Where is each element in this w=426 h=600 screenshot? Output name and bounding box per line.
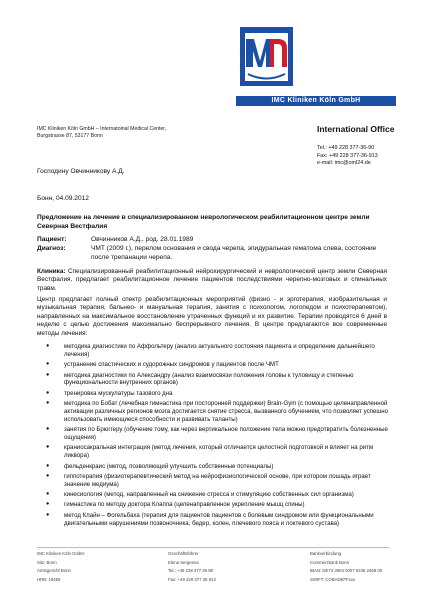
list-item: ● устранение спастических и судорожных синдромов у пациентов после ЧМТ xyxy=(46,361,389,369)
center-paragraph: Центр предлагает полный спектр реабилитационных мероприятий (физио - и эрготерапия, изобразительная и музыкальная терапия, бальнео- и мануальная терапия, занятия с психологом, логопедом и психотерапевтом), направленных на максимальное восстановление утраченных функций и их развитие. Терапии проводятся 6 дней в неделю с целью достижения максимально беспрерывного лечения. В центре предлагаются все современные методы лечения: xyxy=(37,296,387,337)
sender-line-2: Burgstrasse 87, 53177 Bonn xyxy=(37,133,103,139)
footer-line: Geschäftsführer xyxy=(168,551,199,556)
footer-line: SWIFT: COBADEFFxxx xyxy=(310,576,356,582)
footer-line: HRB: 19459 xyxy=(37,576,61,582)
footer-bank xyxy=(310,550,382,584)
brand-bar xyxy=(236,96,396,106)
clinic-text: Специализированный реабилитационный нейрохирургический и неврологический центр земли Северная Вестфалия, предлагает реабилитационное лечение пациентов последствиями черепно-мозговых и спинальных травм. xyxy=(37,268,387,292)
brand-bar-text: IMC Kliniken Köln GmbH xyxy=(271,97,361,104)
footer-line: IBAN: DE74 3804 0007 0245 2468 00 xyxy=(310,568,383,574)
clinic-paragraph xyxy=(37,268,387,293)
office-contact xyxy=(317,145,378,168)
greeting: Господину Овчинникову А.Д. xyxy=(37,168,125,175)
footer-line: Bankverbindung xyxy=(310,551,342,556)
list-item: ● гимнастика по методу доктора Клаппа (целенаправленное укрепление мышц спины) xyxy=(46,501,389,509)
letter-subject: Предложение на лечение в специализированном неврологическом реабилитационном центре земли Северная Вестфалия xyxy=(37,214,370,230)
list-item: ● краниосакральная интеграция (метод лечения, который отличается целостной подготовкой и влияет на ритм ликвора) xyxy=(46,444,389,460)
footer-line: Fax: +49 228 377 36 913 xyxy=(168,576,216,582)
letter-date: Бонн, 04.09.2012 xyxy=(37,195,89,202)
footer-divider xyxy=(37,547,389,548)
list-item: ● занятия по Брюггеру (обучение тому, как через вертикальное положение тела можно предотвратить болезненные ощущения) xyxy=(46,426,389,442)
footer-company xyxy=(37,550,85,584)
patient-value: Овчинников А.Д., род. 28.01.1989 xyxy=(91,236,194,243)
list-item: ● фельденкраис (метод, позволяющий улучшить собственные потенциалы) xyxy=(46,463,389,471)
list-item: ● кинесиология (метод, направленный на снижение стресса и стимуляцию собственных сил организма) xyxy=(46,491,389,499)
list-item: ● методика диагностики по Аффольтеру (анализ актуального состояния пациента и определение дальнейшего лечения) xyxy=(46,343,389,359)
footer-line: Tel.: +49 228 377 36 90 xyxy=(168,568,214,574)
footer-management xyxy=(168,550,216,584)
patient-block xyxy=(37,235,397,265)
sender-address xyxy=(37,126,166,140)
list-item: ● методика по Бобат (лечебная гимнастика при посторонней поддержки) Brain-Gym (с помощью целенаправленной активации различных регионов мозга достигается снятие стресса, вызванного обучением, что позволяет успешно использовать имеющиеся способности и развивать таланты) xyxy=(46,400,389,423)
imc-heart-logo-icon xyxy=(240,27,293,86)
office-fax: Fax: +49 228 377-36-913 xyxy=(317,152,378,159)
office-tel: Tel.: +49 228 377-36-90 xyxy=(317,145,375,151)
methods-list xyxy=(46,343,389,530)
sender-line-1: IMC Kliniken Köln GmbH – Internatoinal Medical Center, xyxy=(37,126,167,132)
list-item: ● тренировка мускулатуры тазового дна xyxy=(46,390,389,398)
footer-line: Commerzbank Bonn xyxy=(310,559,350,565)
office-title: International Office xyxy=(317,124,395,134)
diagnosis-value: ЧМТ (2009 г.), перелом основания и свода черепа, эпидуральная гематома слева, состояние после трепанации черепа. xyxy=(91,245,377,261)
patient-label: Пациент: xyxy=(37,236,67,243)
list-item: ● методика диагностики по Александру (анализ взаимосвязи положения головы к туловищу и степенью функциональности внутренних органов) xyxy=(46,372,389,388)
list-item: ● гиппотерапия (физиотерапевтический метод на нейрофизиологической основе, при котором лошадь играет значение медиума) xyxy=(46,473,389,489)
office-email[interactable]: e-mail: imc@oml24.de xyxy=(317,160,371,166)
footer-line: IMC Kliniken Köln GmbH xyxy=(37,551,85,556)
diagnosis-label: Диагноз: xyxy=(37,245,66,252)
list-item: ● метод Клайн – Фогельбаха (терапия для пациентов пациентов с болевым синдромом или функциональными двигательными нарушениями позвоночника, бедер, колен, плечевого пояса и локтевого сустава) xyxy=(46,512,389,528)
footer-line: Elena Sergeeva xyxy=(168,559,199,565)
footer-line: Sitz: Bonn xyxy=(37,559,57,565)
clinic-label: Клиника: xyxy=(37,268,66,275)
footer-line: Amtsgericht Bonn xyxy=(37,568,71,574)
